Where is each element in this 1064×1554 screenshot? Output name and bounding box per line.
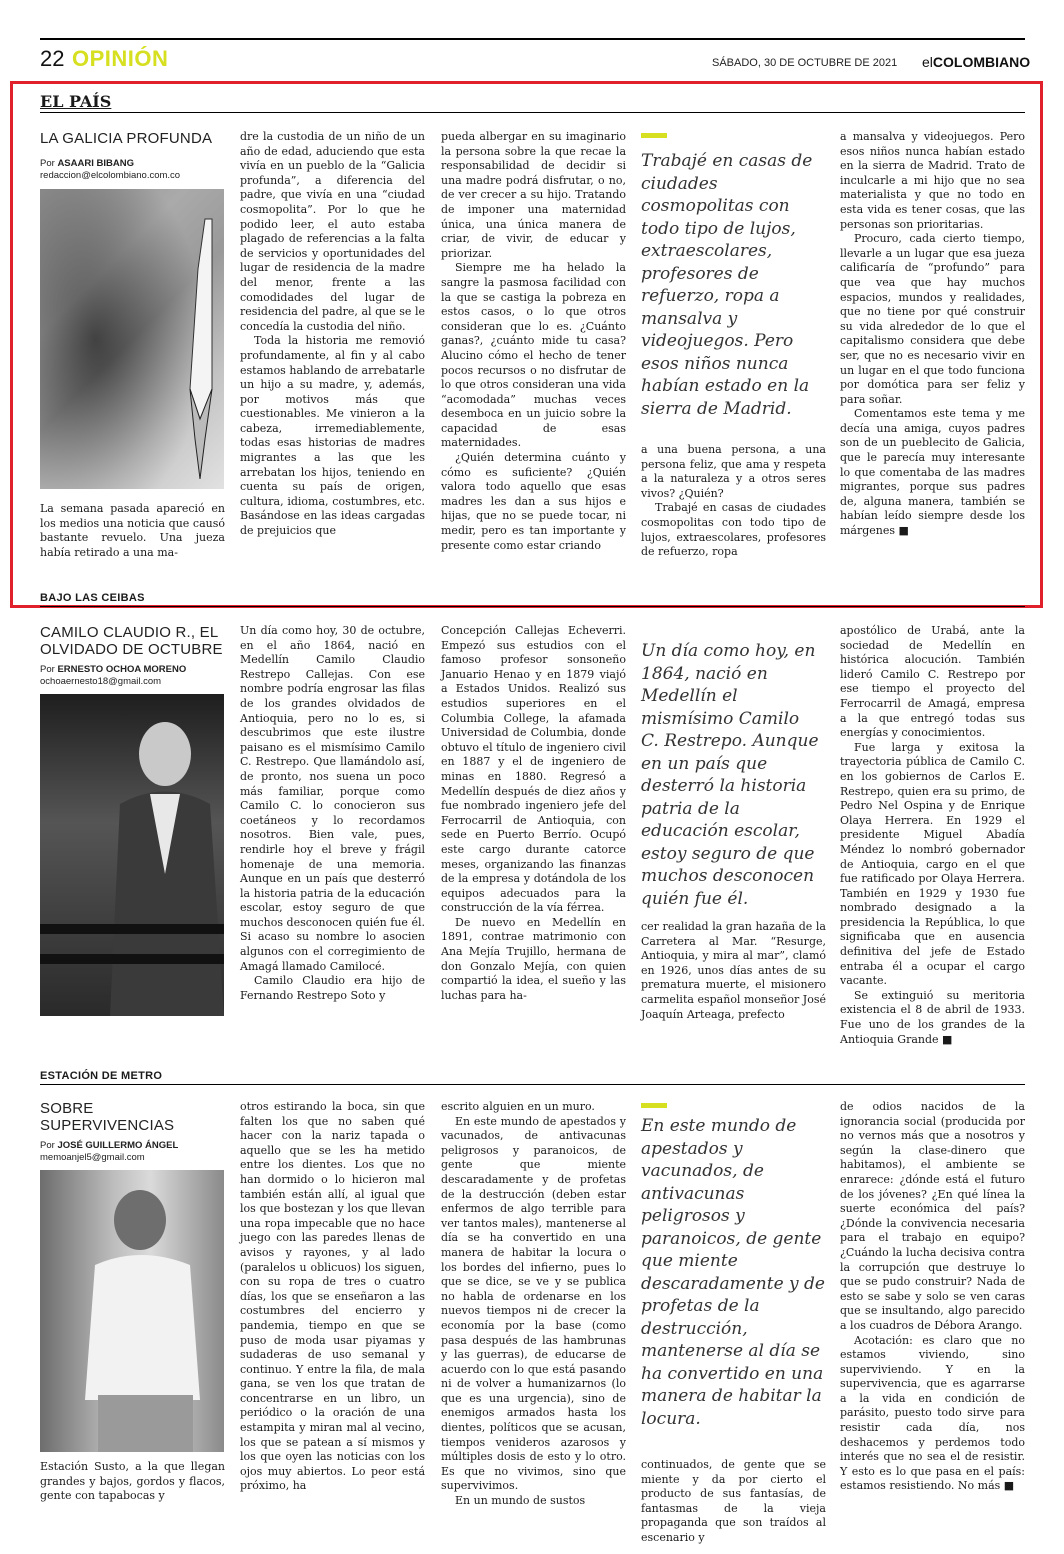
article1-rule — [40, 112, 1025, 113]
article1-pull-quote: Trabajé en casas de ciudades cosmopolitas con todo tipo de lujos, extraescolares, profesores de refuerzo, ropa a mansalva y videojuegos. Pero esos niños nunca habían estado en la sierra de Madrid. — [641, 151, 813, 419]
article1-email: redaccion@elcolombiano.com.co — [40, 170, 181, 181]
article2-email: ochoaernesto18@gmail.com — [40, 676, 162, 687]
article3-author-photo — [40, 1170, 224, 1452]
article1-kicker: EL PAÍS — [40, 92, 112, 111]
article3-col1: otros estirando la boca, sin que falten los que no saben qué hacer con la nariz tapada o aquello que se les ha metido entre los dientes. Los que no han dormido o lo hicieron mal también están allí, al igual que los que bostezan y los que llevan una ropa impecable que no hace juego con las paredes llenas de avisos y rayones, y al lado (paralelos u oblicuos) los siguen, con su ropa de tres o cuatro días, los que se enseñaron a las costumbres del encierro y pandemia, tiempo en que se puso de moda usar piyamas y sudaderas de uso semanal y continuo. Y entre la fila, de mala gana, se ven los que tratan de concentrarse en un libro, un periódico o la oración de una estampita y miran mal al vecino, los que se patean a sí mismos y los que oyen las noticias con los ojos muy abiertos. Lo peor está próximo, ha — [240, 1100, 425, 1493]
article2-pull-quote: Un día como hoy, en 1864, nació en Medellín el mismísimo Camilo C. Restrepo. Aunque en un país que desterró la historia patria de la educación escolar, estoy seguro de que muchos desconocen quién fue él. — [641, 641, 819, 909]
article1-col3: a una buena persona, a una persona feliz, que ama y respeta a la naturaleza y a otros seres vivos? ¿Quién? Trabajé en casas de ciudades cosmopolitas con todo tipo de lujos, extraescolares, profesores de refuerzo, ropa — [641, 443, 826, 559]
article3-col4: de odios nacidos de la ignorancia social (producida por no vernos más que a nosotros y según la clase-dinero que habitamos), el ambiente se enrarece: ¿dónde está el futuro de los jóvenes? ¿En qué línea la suerte económica del país? ¿Dónde la convivencia necesaria para el trabajo en equipo? ¿Cuándo la lucha decisiva contra la corrupción que destruye lo que se pudo construir? Nada de esto se sabe y solo se ven caras que se insultando, algo parecido a los cuadros de Débora Arango. Acotación: es claro que no estamos viviendo, sino superviviendo. Y en la supervivencia, que es agarrarse a la vida en condición de parásito, puesto todo sirve para resistir cada día, nos deshacemos y perdemos todo interés que no sea el de resistir. Y esto es lo que pasa en el país: estamos resistiendo. No más ■ — [840, 1100, 1025, 1493]
article1-lead: La semana pasada apareció en los medios una noticia que causó bastante revuelo. Una jueza había retirado a una ma- — [40, 502, 225, 559]
top-rule — [40, 38, 1025, 40]
article3-lead: Estación Susto, a la que llegan grandes y bajos, gordos y flacos, gente con tapabocas y — [40, 1460, 225, 1503]
pen-nib-icon — [40, 189, 224, 489]
masthead-logo: elCOLOMBIANO — [922, 54, 1031, 70]
article3-pull-quote: En este mundo de apestados y vacunados, de antivacunas peligrosos y paranoicos, de gente que miente descaradamente y de profetas de la destrucción, mantenerse al día se ha convertido en una manera de habitar la locura. — [641, 1116, 825, 1429]
article3-rule — [40, 1084, 1025, 1085]
article1-col4: a mansalva y videojuegos. Pero esos niños nunca habían estado en la sierra de Madrid. Trato de inculcarle a mi hijo que no sea materialista y que no todo en esta vida es tener cosas, que las personas son prioritarias. Procuro, cada cierto tiempo, llevarle a un lugar que esa jueza calificaría de “profundo” para que vea que hay muchos espacios, mundos y realidades, que no tiene por qué construir su vida alrededor de lo que el capitalismo considera que debe ser, que no es necesario vivir en un lugar en el que todo funciona por domótica para ser feliz y para soñar. Comentamos este tema y me decía una amiga, cuyos padres son de un pueblecito de Galicia, que le parecía muy interesante lo que comentaba de las madres migrantes, porque sus padres de, alguna manera, también se habían leído siempre desde los márgenes ■ — [840, 130, 1025, 538]
article3-col3: continuados, de gente que se miente y da por cierto el producto de sus fantasías, de fantasmas de la vieja propaganda que son traídos al escenario y — [641, 1458, 826, 1544]
article2-rule — [40, 606, 1025, 607]
date-line: SÁBADO, 30 DE OCTUBRE DE 2021 — [712, 57, 898, 69]
article2-byline: Por ERNESTO OCHOA MORENO — [40, 664, 187, 675]
article2-kicker: BAJO LAS CEIBAS — [40, 592, 145, 604]
article3-email: memoanjel5@gmail.com — [40, 1152, 145, 1163]
article1-col1: dre la custodia de un niño de un año de edad, aduciendo que esta vivía en un pueblo de la “Galicia profunda”, a diferencia del padre, que vivía en una “ciudad cosmopolita”. Por lo que he podido leer, el auto estaba plagado de referencias a la falta de servicios y oportunidades del lugar de residencia de la madre del menor, frente a las comodidades del lugar de residencia del padre, al que se le concedía la custodia del niño. Toda la historia me removió profundamente, al fin y al cabo estamos hablando de arrebatarle un hijo a su madre, y, además, por motivos más que cuestionables. Me vinieron a la cabeza, irremediablemente, todas esas historias de madres migrantes a las que les arrebatan los hijos, teniendo en cuenta su país de origen, cultura, idioma, costumbres, etc. Basándose en las ideas cargadas de prejuicios que — [240, 130, 425, 538]
article2-col2: Concepción Callejas Echeverri. Empezó sus estudios con el famoso profesor sonsoneño Januario Henao y en 1879 viajó a Estados Unidos. Realizó sus estudios superiores en el Columbia College, la afamada Universidad de Columbia, donde obtuvo el título de ingeniero civil en 1887 y el de ingeniero de minas en 1880. Regresó a Medellín después de diez años y fue nombrado ingeniero jefe del Ferrocarril de Antioquia, con sede en Puerto Berrío. Ocupó este cargo durante catorce meses, organizando las finanzas de la empresa y dotándola de los equipos adecuados para la construcción de la vía férrea. De nuevo en Medellín en 1891, contrae matrimonio con Ana Mejía Trujillo, hermana de don Gonzalo Mejía, con quien compartió la idea, el sueño y las luchas para ha- — [441, 624, 626, 1002]
page-number: 22 — [40, 46, 65, 71]
article2-author-photo — [40, 694, 224, 1016]
article2-col3: cer realidad la gran hazaña de la Carretera al Mar. “Resurge, Antioquia, y mira al mar”, clamó en 1926, unos días antes de su prematura muerte, el misionero carmelita español monseñor José Joaquín Arteaga, prefecto — [641, 920, 826, 1021]
article1-byline: Por ASAARI BIBANG — [40, 158, 134, 169]
article3-quote-bar — [641, 1103, 667, 1108]
article3-byline: Por JOSÉ GUILLERMO ÁNGEL — [40, 1140, 179, 1151]
article3-kicker: ESTACIÓN DE METRO — [40, 1070, 163, 1082]
article1-col2: pueda albergar en su imaginario la persona sobre la que recae la responsabilidad de decidir si una madre podrá disfrutar, o no, de ver crecer a su hijo. Tratando de imponer una maternidad única, una única manera de criar, de vivir, de educar y priorizar. Siempre me ha helado la sangre la pasmosa facilidad con la que se castiga la pobreza en estos casos, o lo que otros consideran que lo es. ¿Cuánto ganas?, ¿cuánto mide tu casa? Alucino cómo el hecho de tener pocos recursos o no disfrutar de lo que otros consideran una vida “acomodada” muchas veces desemboca en un juicio sobre la capacidad de esas maternidades. ¿Quién determina cuánto y cómo es suficiente? ¿Quién valora todo aquello que esas madres les dan a sus hijos e hijas, que no se puede tocar, ni medir, pero es tan importante y presente como estar criando — [441, 130, 626, 552]
article1-title: LA GALICIA PROFUNDA — [40, 130, 213, 147]
article3-title: SOBRE SUPERVIVENCIAS — [40, 1100, 175, 1134]
article1-illustration — [40, 189, 224, 489]
article3-col2: escrito alguien en un muro. En este mundo de apestados y vacunados, de antivacunas peligrosos y paranoicos, de gente que miente descaradamente y de profetas de la destrucción (deben estar enfermos de algo terrible para ver tantos males), mantenerse al día se ha convertido en una manera de habitar la locura o los bordes del infierno, pues lo que se dice, se ve y se publica no habla de ordenarse en los nuevos tiempos ni de crecer la economía por la base (como pasa después de las hambrunas y las guerras), de educarse de acuerdo con lo que está pasando ni de volver a humanizarnos (lo que es una urgencia), sino de enemigos armados hasta los dientes, políticos que se acusan, tiempos venideros azarosos y múltiples dosis de esto y lo otro. Es que no vivimos, sino que supervivimos. En un mundo de sustos — [441, 1100, 626, 1508]
article2-title: CAMILO CLAUDIO R., EL OLVIDADO DE OCTUBRE — [40, 624, 223, 658]
section-title: OPINIÓN — [72, 46, 169, 71]
article2-col1: Un día como hoy, 30 de octubre, en el año 1864, nació en Medellín Camilo Claudio Restrepo Callejas. Con ese nombre podría engrosar las filas de los grandes olvidados de Antioquia, pero no lo es, si descubrimos que este ilustre paisano es el mismísimo Camilo C. Restrepo. Que llamándolo así, de pronto, nos suena un poco más familiar, porque como Camilo C. lo conocieron sus coetáneos y lo recordamos nosotros. Bien vale, pues, rendirle hoy el breve y frágil homenaje de una memoria. Aunque en un país que desterró la historia patria de la educación escolar, estoy seguro de que muchos desconocen quién fue él. Si acaso su nombre lo asocien algunos con el corregimiento de Amagá llamado Camilocé. Camilo Claudio era hijo de Fernando Restrepo Soto y — [240, 624, 425, 1002]
article2-col4: apostólico de Urabá, ante la sociedad de Medellín en histórica alocución. También lideró Camilo C. Restrepo por ese tiempo el proyecto del Ferrocarril de Amagá, empresa a la que entregó todas sus energías y conocimientos. Fue larga y exitosa la trayectoria pública de Camilo C. en los gobiernos de Carlos E. Restrepo, quien era su primo, de Pedro Nel Ospina y de Enrique Olaya Herrera. En 1929 el presidente Miguel Abadía Méndez lo nombró gobernador de Antioquia, cargo en el que fue ratificado por Olaya Herrera. También en 1929 y 1930 fue nombrado designado a la presidencia la República, lo que significaba que en ausencia definitiva del jefe de Estado entraba él a ocupar el cargo vacante. Se extinguió su meritoria existencia el 8 de abril de 1933. Fue uno de los grandes de la Antioquia Grande ■ — [840, 624, 1025, 1046]
article1-quote-bar — [641, 133, 667, 138]
